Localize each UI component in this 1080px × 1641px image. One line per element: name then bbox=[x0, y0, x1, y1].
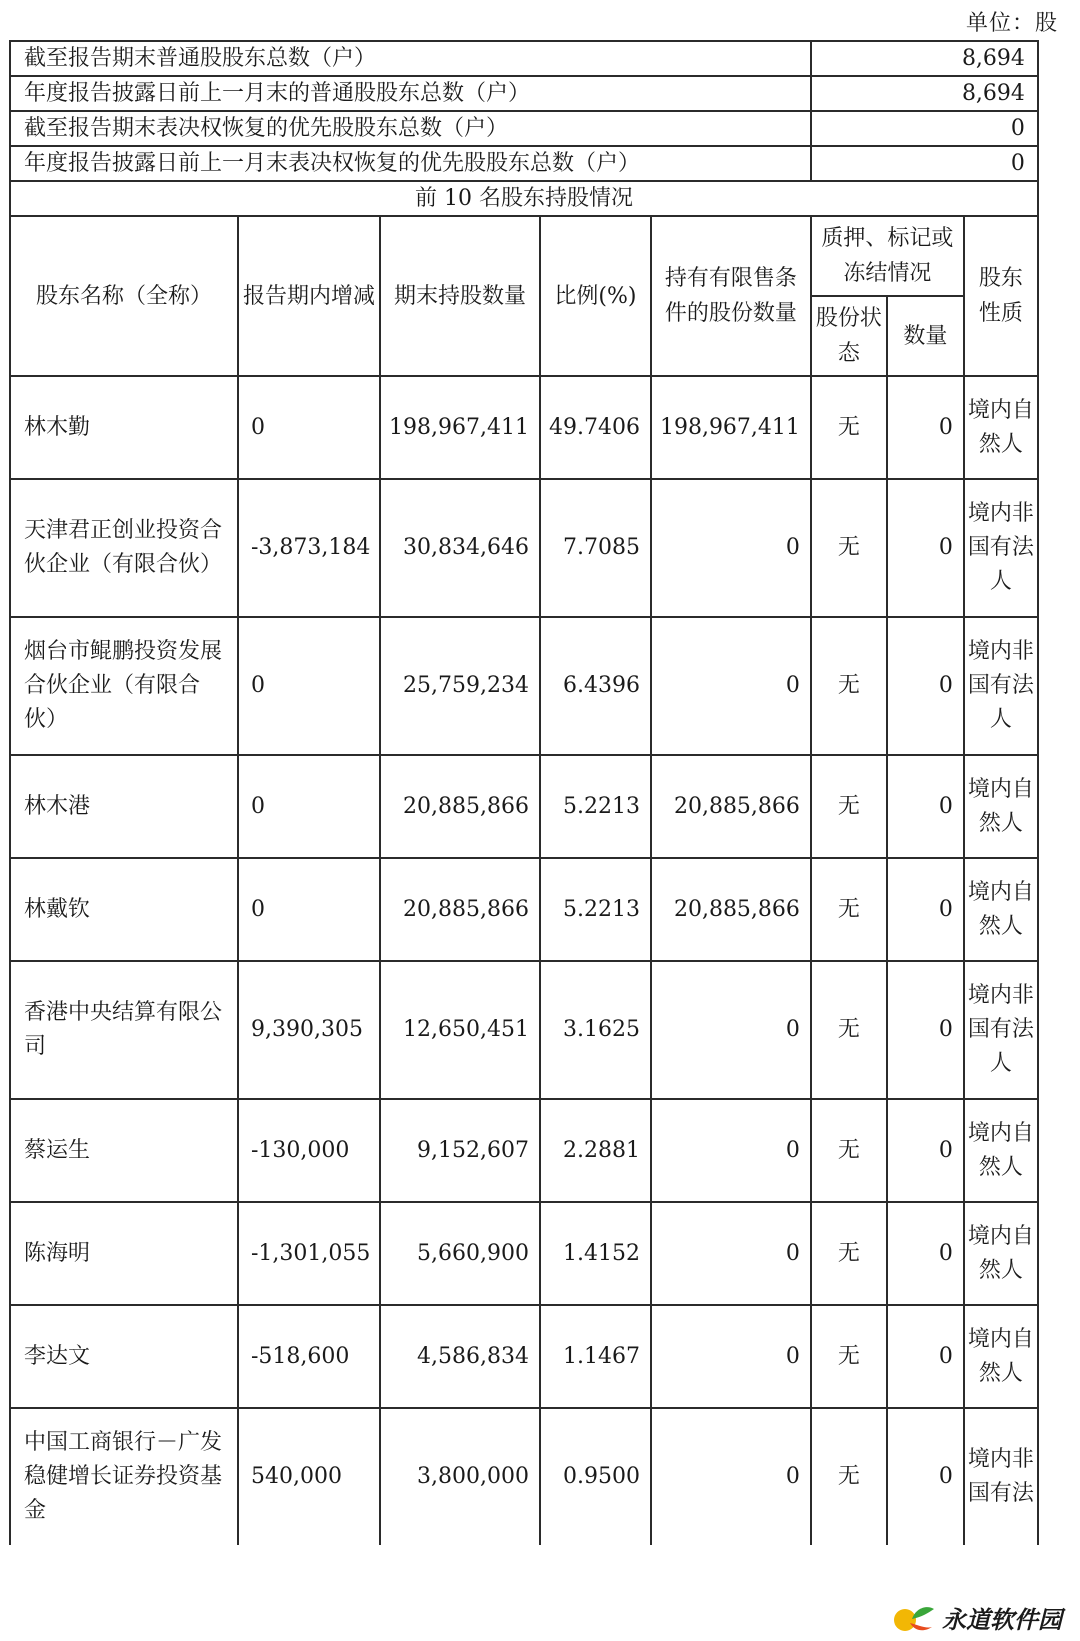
header-name: 股东名称（全称） bbox=[10, 216, 238, 376]
cell-name: 李达文 bbox=[10, 1305, 238, 1408]
header-restricted: 持有有限售条件的股份数量 bbox=[651, 216, 811, 376]
cell-nature: 境内自然人 bbox=[964, 1099, 1038, 1202]
table-row bbox=[10, 961, 1038, 1099]
cell-nature: 境内非国有法 bbox=[964, 1408, 1038, 1545]
cell-state: 无 bbox=[811, 1202, 887, 1305]
cell-change: -130,000 bbox=[238, 1099, 380, 1202]
header-holding: 期末持股数量 bbox=[380, 216, 540, 376]
cell-name: 林戴钦 bbox=[10, 858, 238, 961]
cell-holding: 20,885,866 bbox=[380, 755, 540, 858]
summary-row-total-common bbox=[10, 41, 1038, 76]
cell-qty: 0 bbox=[887, 479, 964, 617]
cell-holding: 5,660,900 bbox=[380, 1202, 540, 1305]
section-caption-row bbox=[10, 181, 1038, 216]
cell-qty: 0 bbox=[887, 1099, 964, 1202]
cell-change: 0 bbox=[238, 617, 380, 755]
cell-nature: 境内自然人 bbox=[964, 1202, 1038, 1305]
table-row bbox=[10, 617, 1038, 755]
cell-qty: 0 bbox=[887, 376, 964, 479]
cell-change: 0 bbox=[238, 755, 380, 858]
cell-ratio: 0.9500 bbox=[540, 1408, 651, 1545]
header-nature: 股东性质 bbox=[964, 216, 1038, 376]
cell-restricted: 20,885,866 bbox=[651, 858, 811, 961]
cell-qty: 0 bbox=[887, 1305, 964, 1408]
cell-holding: 4,586,834 bbox=[380, 1305, 540, 1408]
cell-name: 陈海明 bbox=[10, 1202, 238, 1305]
cell-ratio: 1.4152 bbox=[540, 1202, 651, 1305]
watermark-logo-icon bbox=[892, 1603, 936, 1633]
cell-state: 无 bbox=[811, 376, 887, 479]
watermark bbox=[892, 1600, 1062, 1635]
cell-nature: 境内自然人 bbox=[964, 858, 1038, 961]
header-change: 报告期内增减 bbox=[238, 216, 380, 376]
cell-ratio: 2.2881 bbox=[540, 1099, 651, 1202]
table-row bbox=[10, 376, 1038, 479]
unit-label: 单位：股 bbox=[965, 11, 1058, 36]
table-row bbox=[10, 1408, 1038, 1545]
table-row bbox=[10, 1305, 1038, 1408]
cell-state: 无 bbox=[811, 755, 887, 858]
cell-name: 蔡运生 bbox=[10, 1099, 238, 1202]
cell-nature: 境内自然人 bbox=[964, 376, 1038, 479]
cell-restricted: 20,885,866 bbox=[651, 755, 811, 858]
cell-ratio: 5.2213 bbox=[540, 755, 651, 858]
summary-label: 年度报告披露日前上一月末表决权恢复的优先股股东总数（户） bbox=[10, 146, 811, 181]
cell-change: 0 bbox=[238, 858, 380, 961]
summary-row-prior-month-preferred bbox=[10, 146, 1038, 181]
cell-nature: 境内自然人 bbox=[964, 755, 1038, 858]
watermark-text: 永道软件园 bbox=[942, 1606, 1062, 1634]
cell-state: 无 bbox=[811, 479, 887, 617]
cell-ratio: 5.2213 bbox=[540, 858, 651, 961]
cell-ratio: 6.4396 bbox=[540, 617, 651, 755]
cell-name: 香港中央结算有限公司 bbox=[10, 961, 238, 1099]
table-row bbox=[10, 755, 1038, 858]
cell-name: 林木港 bbox=[10, 755, 238, 858]
cell-qty: 0 bbox=[887, 755, 964, 858]
summary-label: 截至报告期末表决权恢复的优先股股东总数（户） bbox=[10, 111, 811, 146]
cell-state: 无 bbox=[811, 961, 887, 1099]
cell-nature: 境内自然人 bbox=[964, 1305, 1038, 1408]
cell-holding: 20,885,866 bbox=[380, 858, 540, 961]
cell-nature: 境内非国有法人 bbox=[964, 961, 1038, 1099]
summary-value: 8,694 bbox=[811, 76, 1038, 111]
cell-ratio: 3.1625 bbox=[540, 961, 651, 1099]
cell-holding: 198,967,411 bbox=[380, 376, 540, 479]
section-caption: 前 10 名股东持股情况 bbox=[10, 181, 1038, 216]
summary-row-prior-month-common bbox=[10, 76, 1038, 111]
cell-qty: 0 bbox=[887, 1202, 964, 1305]
header-pledge-state: 股份状态 bbox=[811, 296, 887, 376]
cell-qty: 0 bbox=[887, 617, 964, 755]
cell-change: -3,873,184 bbox=[238, 479, 380, 617]
header-pledge-qty: 数量 bbox=[887, 296, 964, 376]
summary-value: 8,694 bbox=[811, 41, 1038, 76]
summary-value: 0 bbox=[811, 111, 1038, 146]
cell-restricted: 0 bbox=[651, 617, 811, 755]
cell-holding: 30,834,646 bbox=[380, 479, 540, 617]
table-row bbox=[10, 479, 1038, 617]
cell-change: 9,390,305 bbox=[238, 961, 380, 1099]
header-pledge-group: 质押、标记或冻结情况 bbox=[811, 216, 964, 296]
cell-restricted: 0 bbox=[651, 961, 811, 1099]
cell-change: -1,301,055 bbox=[238, 1202, 380, 1305]
cell-qty: 0 bbox=[887, 1408, 964, 1545]
cell-name: 天津君正创业投资合伙企业（有限合伙） bbox=[10, 479, 238, 617]
cell-qty: 0 bbox=[887, 961, 964, 1099]
cell-nature: 境内非国有法人 bbox=[964, 617, 1038, 755]
cell-qty: 0 bbox=[887, 858, 964, 961]
table-row bbox=[10, 1202, 1038, 1305]
cell-restricted: 0 bbox=[651, 1099, 811, 1202]
cell-restricted: 0 bbox=[651, 1305, 811, 1408]
cell-holding: 12,650,451 bbox=[380, 961, 540, 1099]
cell-state: 无 bbox=[811, 1305, 887, 1408]
cell-ratio: 49.7406 bbox=[540, 376, 651, 479]
cell-restricted: 0 bbox=[651, 1202, 811, 1305]
cell-nature: 境内非国有法人 bbox=[964, 479, 1038, 617]
cell-name: 中国工商银行－广发稳健增长证券投资基金 bbox=[10, 1408, 238, 1545]
cell-ratio: 7.7085 bbox=[540, 479, 651, 617]
cell-holding: 3,800,000 bbox=[380, 1408, 540, 1545]
header-row bbox=[10, 216, 1038, 296]
header-ratio: 比例(%) bbox=[540, 216, 651, 376]
summary-row-total-preferred bbox=[10, 111, 1038, 146]
summary-value: 0 bbox=[811, 146, 1038, 181]
shareholder-table bbox=[9, 40, 1039, 1545]
cell-change: 0 bbox=[238, 376, 380, 479]
cell-state: 无 bbox=[811, 858, 887, 961]
summary-label: 年度报告披露日前上一月末的普通股股东总数（户） bbox=[10, 76, 811, 111]
cell-restricted: 0 bbox=[651, 479, 811, 617]
cell-holding: 9,152,607 bbox=[380, 1099, 540, 1202]
cell-state: 无 bbox=[811, 617, 887, 755]
cell-change: 540,000 bbox=[238, 1408, 380, 1545]
summary-label: 截至报告期末普通股股东总数（户） bbox=[10, 41, 811, 76]
cell-holding: 25,759,234 bbox=[380, 617, 540, 755]
table-row bbox=[10, 1099, 1038, 1202]
cell-change: -518,600 bbox=[238, 1305, 380, 1408]
cell-restricted: 198,967,411 bbox=[651, 376, 811, 479]
cell-restricted: 0 bbox=[651, 1408, 811, 1545]
cell-name: 林木勤 bbox=[10, 376, 238, 479]
cell-state: 无 bbox=[811, 1099, 887, 1202]
table-row bbox=[10, 858, 1038, 961]
cell-state: 无 bbox=[811, 1408, 887, 1545]
cell-ratio: 1.1467 bbox=[540, 1305, 651, 1408]
cell-name: 烟台市鲲鹏投资发展合伙企业（有限合伙） bbox=[10, 617, 238, 755]
